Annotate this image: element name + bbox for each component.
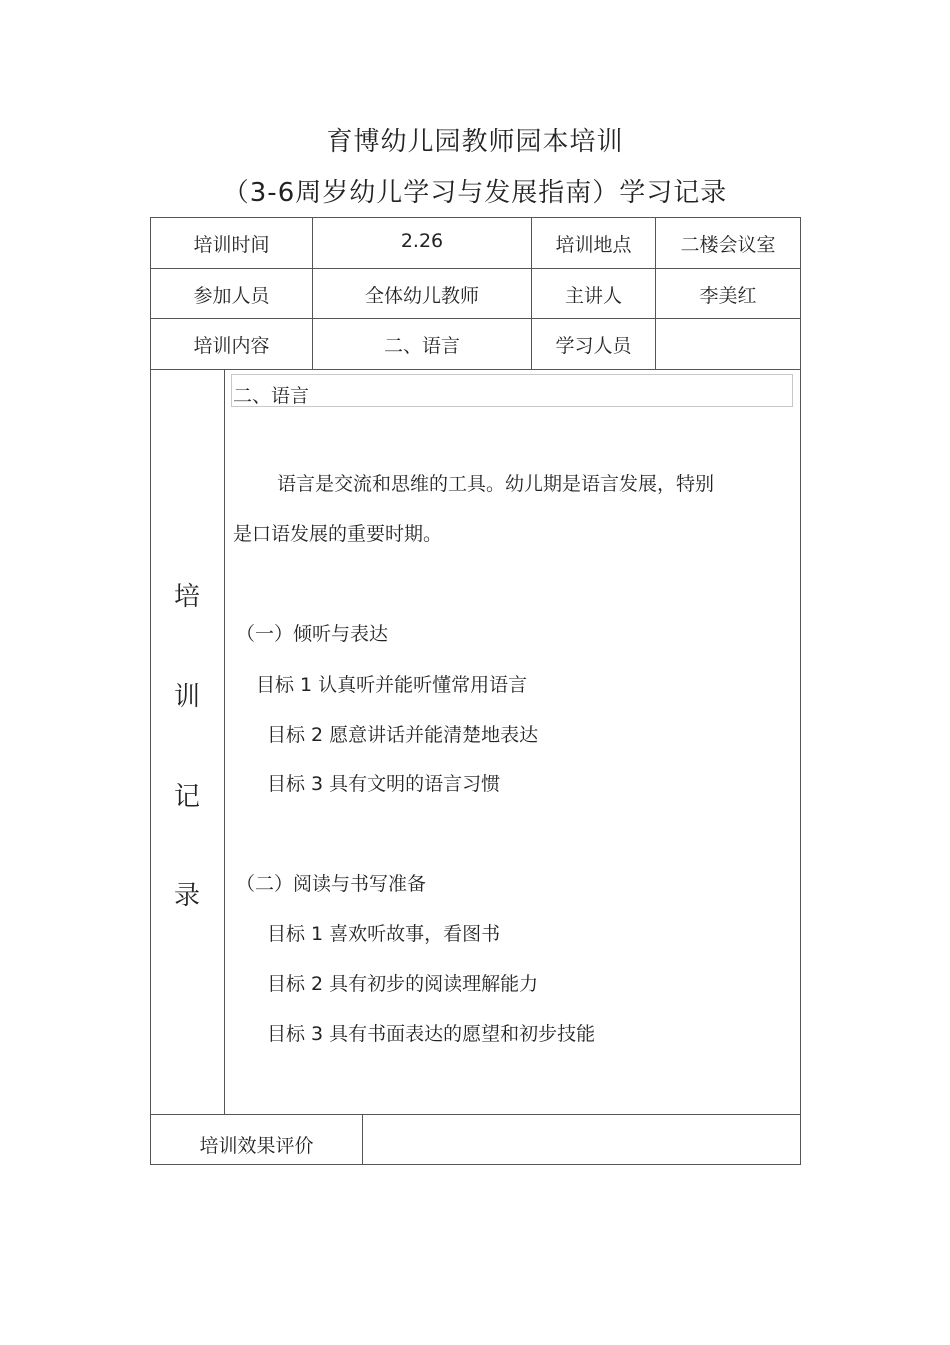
table-row-divider <box>150 268 801 269</box>
training-content-label: 培训内容 <box>193 335 270 357</box>
learner-label: 学习人员 <box>555 335 632 357</box>
participants-value: 全体幼儿教师 <box>364 285 479 307</box>
table-border-top <box>150 217 801 218</box>
title-line-1: 育博幼儿园教师园本培训 <box>326 127 624 157</box>
section-2-goal-1: 目标 1 喜欢听故事，看图书 <box>267 923 501 945</box>
record-label-char: 培 <box>173 582 200 612</box>
table-row-divider <box>150 1114 801 1115</box>
section-2-goal-2: 目标 2 具有初步的阅读理解能力 <box>267 973 539 995</box>
table-row-divider <box>150 369 801 370</box>
section-1-goal-2: 目标 2 愿意讲话并能清楚地表达 <box>267 724 539 746</box>
table-col-divider <box>362 1114 363 1164</box>
section-1-title: （一）倾听与表达 <box>236 623 389 645</box>
table-border-bottom <box>150 1164 801 1165</box>
evaluation-label: 培训效果评价 <box>199 1135 314 1157</box>
title-line-2: （3-6周岁幼儿学习与发展指南）学习记录 <box>222 178 728 208</box>
record-intro-line-1: 语言是交流和思维的工具。幼儿期是语言发展，特别 <box>277 473 715 495</box>
record-heading: 二、语言 <box>233 385 310 407</box>
participants-label: 参加人员 <box>193 285 270 307</box>
training-time-label: 培训时间 <box>193 234 270 256</box>
record-intro-line-2: 是口语发展的重要时期。 <box>233 523 443 545</box>
training-content-value: 二、语言 <box>383 335 460 357</box>
table-col-divider <box>224 369 225 1114</box>
section-1-goal-1: 目标 1 认真听并能听懂常用语言 <box>256 674 528 696</box>
section-1-goal-3: 目标 3 具有文明的语言习惯 <box>267 773 501 795</box>
section-2-goal-3: 目标 3 具有书面表达的愿望和初步技能 <box>267 1023 596 1045</box>
speaker-value: 李美红 <box>699 285 757 307</box>
training-place-label: 培训地点 <box>555 234 632 256</box>
table-row-divider <box>150 318 801 319</box>
training-place-value: 二楼会议室 <box>680 234 776 256</box>
speaker-label: 主讲人 <box>564 285 622 307</box>
training-time-value: 2.26 <box>400 230 444 252</box>
record-label-char: 录 <box>173 881 200 911</box>
record-label-char: 记 <box>173 782 200 812</box>
record-label-char: 训 <box>173 682 200 712</box>
table-border-right <box>800 217 801 1165</box>
record-heading-box <box>231 374 793 407</box>
section-2-title: （二）阅读与书写准备 <box>236 873 427 895</box>
